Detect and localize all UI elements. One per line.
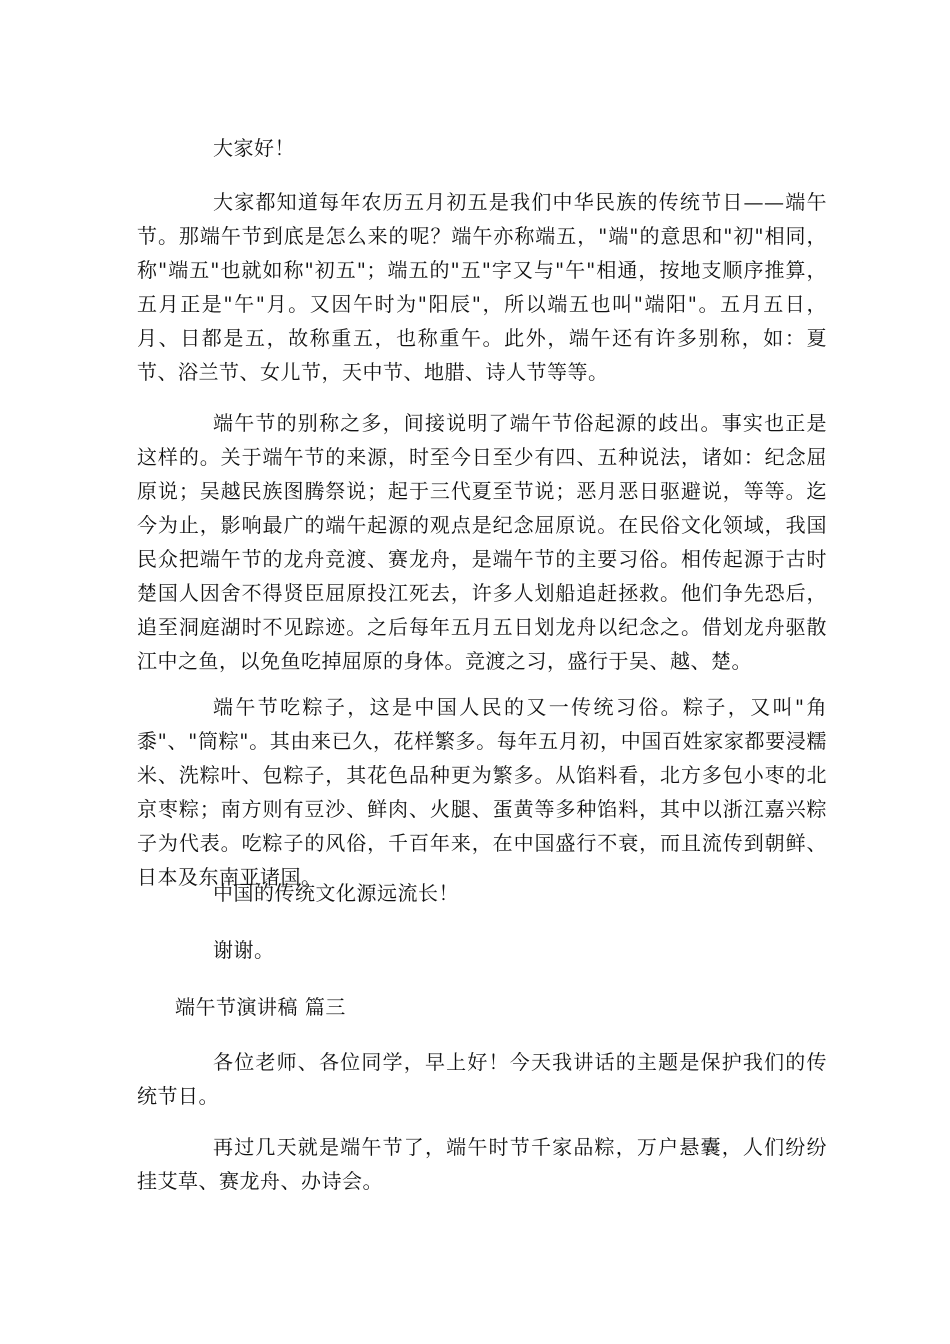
legends-paragraph: 端午节的别称之多，间接说明了端午节俗起源的歧出。事实也正是这样的。关于端午节的来源，时至今日至少有四、五种说法，诸如：纪念屈原说；吴越民族图腾祭说；起于三代夏至节说；恶月恶日驱避说，等等。迄今为止，影响最广的端午起源的观点是纪念屈原说。在民俗文化领域，我国民众把端午节的龙舟竞渡、赛龙舟，是端午节的主要习俗。相传起源于古时楚国人因舍不得贤臣屈原投江死去，许多人划船追赶拯救。他们争先恐后，追至洞庭湖时不见踪迹。之后每年五月五日划龙舟以纪念之。借划龙舟驱散江中之鱼，以免鱼吃掉屈原的身体。竞渡之习，盛行于吴、越、楚。 <box>137 411 827 673</box>
section-heading: 端午节演讲稿 篇三 <box>175 995 346 1019</box>
zongzi-paragraph: 端午节吃粽子，这是中国人民的又一传统习俗。粽子，又叫"角黍"、"筒粽"。其由来已久，花样繁多。每年五月初，中国百姓家家都要浸糯米、洗粽叶、包粽子，其花色品种更为繁多。从馅料看，北方多包小枣的北京枣粽；南方则有豆沙、鲜肉、火腿、蛋黄等多种馅料，其中以浙江嘉兴粽子为代表。吃粽子的风俗，千百年来，在中国盛行不衰，而且流传到朝鲜、日本及东南亚诸国。 <box>137 695 827 889</box>
thanks-paragraph: 谢谢。 <box>213 938 275 962</box>
culture-paragraph: 中国的传统文化源远流长！ <box>213 881 459 905</box>
section-intro-paragraph: 各位老师、各位同学，早上好！今天我讲话的主题是保护我们的传统节日。 <box>137 1050 827 1108</box>
origin-paragraph: 大家都知道每年农历五月初五是我们中华民族的传统节日——端午节。那端午节到底是怎么来的呢？端午亦称端五，"端"的意思和"初"相同，称"端五"也就如称"初五"；端五的"五"字又与"午"相通，按地支顺序推算，五月正是"午"月。又因午时为"阳辰"，所以端五也叫"端阳"。五月五日，月、日都是五，故称重五，也称重午。此外，端午还有许多别称，如：夏节、浴兰节、女儿节，天中节、地腊、诗人节等等。 <box>137 190 827 384</box>
section-festival-paragraph: 再过几天就是端午节了，端午时节千家品粽，万户悬囊，人们纷纷挂艾草、赛龙舟、办诗会。 <box>137 1135 827 1193</box>
greeting-paragraph: 大家好！ <box>213 136 295 160</box>
